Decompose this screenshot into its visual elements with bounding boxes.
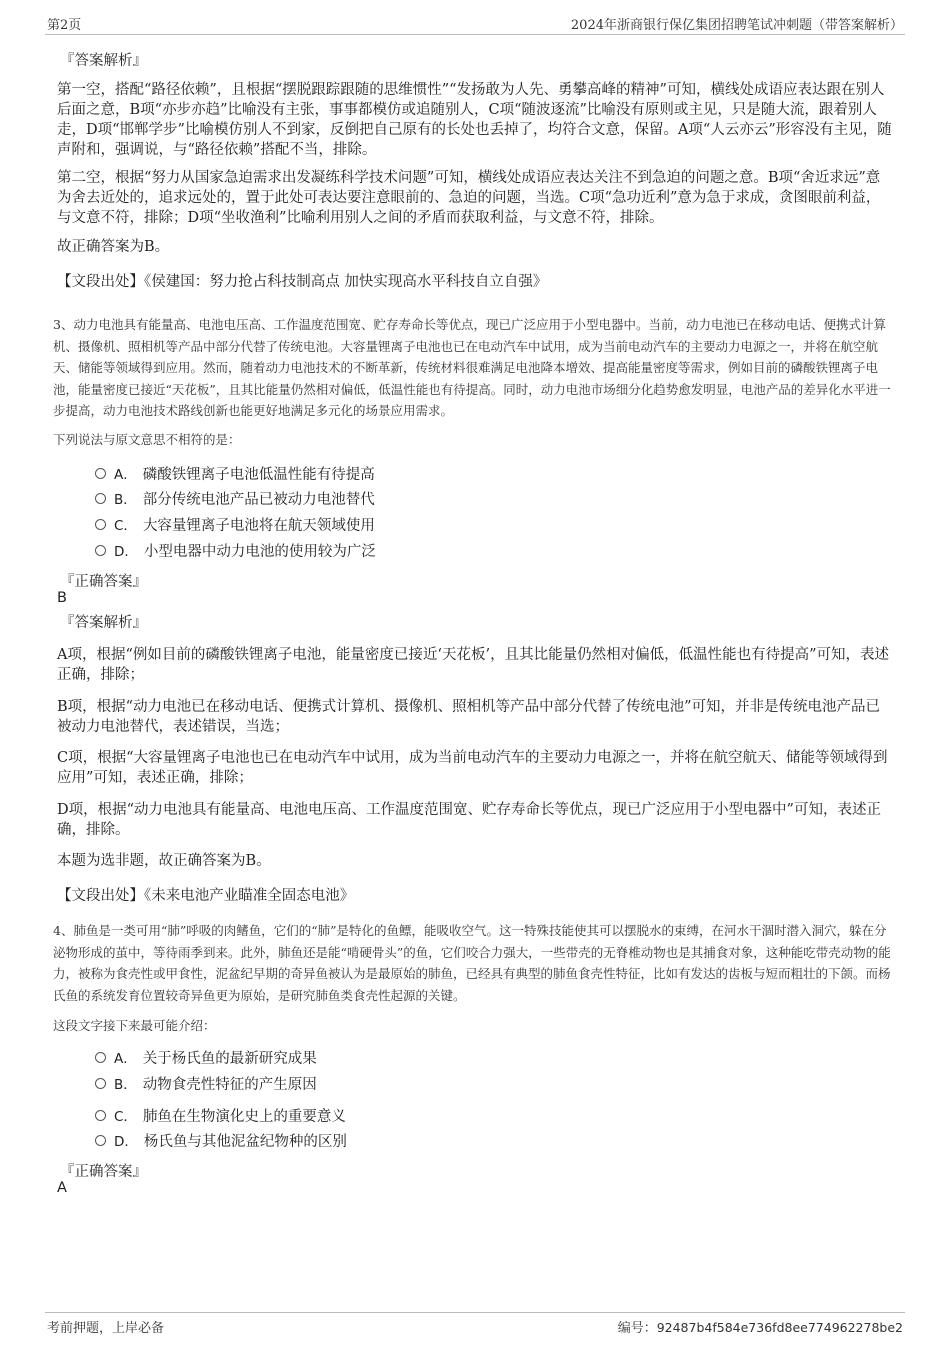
q3-analysis-label: 『答案解析』	[60, 615, 147, 631]
q3-source: 【文段出处】《未来电池产业瞄准全固态电池》	[57, 888, 355, 904]
footer-code-label: 编号：	[617, 1321, 657, 1336]
q3-analysis-d: D项，根据“动力电池具有能量高、电池电压高、工作温度范围宽、贮存寿命长等优点，现已广泛应用于小型电器中”可知，表述正确，排除。	[57, 802, 881, 838]
q3-prompt: 下列说法与原文意思不相符的是：	[53, 432, 241, 447]
radio-icon[interactable]	[95, 1078, 106, 1089]
q3-correct-answer: B	[57, 590, 67, 606]
q3-conclusion: 本题为选非题，故正确答案为B。	[57, 853, 271, 869]
q3-analysis-b: B项，根据“动力电池已在移动电话、便携式计算机、摄像机、照相机等产品中部分代替了传统电池”可知，并非是传统电池产品已被动力电池替代，表述错误，当选；	[57, 699, 880, 735]
q3-correct-label: 『正确答案』	[60, 574, 147, 590]
radio-icon[interactable]	[95, 1052, 106, 1063]
q2-source: 【文段出处】《侯建国：努力抢占科技制高点 加快实现高水平科技自立自强》	[57, 274, 548, 290]
q4-option-c[interactable]: C． 肺鱼在生物演化史上的重要意义	[95, 1107, 346, 1127]
q3-option-b[interactable]: B． 部分传统电池产品已被动力电池替代	[95, 490, 375, 510]
q2-analysis-label: 『答案解析』	[60, 53, 147, 69]
radio-icon[interactable]	[95, 468, 106, 479]
q2-conclusion: 故正确答案为B。	[57, 239, 170, 255]
q3-passage: 3、动力电池具有能量高、电池电压高、工作温度范围宽、贮存寿命长等优点，现已广泛应用于小型电器中。当前，动力电池已在移动电话、便携式计算机、摄像机、照相机等产品中部分代替了传统电池。大容量锂离子电池也已在电动汽车中试用，成为当前电动汽车的主要动力电源之一，并将在航空航天、储能等领域得到应用。然而，随着动力电池技术的不断革新，传统材料很难满足电池降本增效、提高能量密度等需求，例如目前的磷酸铁锂离子电池，能量密度已接近“天花板”，且其比能量仍然相对偏低，低温性能也有待提高。同时，动力电池市场细分化趋势愈发明显，电池产品的差异化水平进一步提高，动力电池技术路线创新也能更好地满足多元化的场景应用需求。	[53, 317, 891, 418]
q3-option-c[interactable]: C． 大容量锂离子电池将在航天领域使用	[95, 516, 375, 536]
footer-code-wrap	[618, 1317, 903, 1336]
q3-analysis-c: C项，根据“大容量锂离子电池也已在电动汽车中试用，成为当前电动汽车的主要动力电源之一，并将在航空航天、储能等领域得到应用”可知，表述正确，排除；	[57, 750, 888, 786]
radio-icon[interactable]	[95, 1135, 106, 1146]
q4-option-d[interactable]: D． 杨氏鱼与其他泥盆纪物种的区别	[95, 1132, 347, 1152]
page-header	[45, 12, 905, 35]
q4-prompt: 这段文字接下来最可能介绍：	[53, 1018, 216, 1033]
q4-passage: 4、肺鱼是一类可用“肺”呼吸的肉鳍鱼，它们的“肺”是特化的鱼鳔，能吸收空气。这一特殊技能使其可以摆脱水的束缚，在河水干涸时潜入洞穴，躲在分泌物形成的茧中，等待雨季到来。此外，肺鱼还是能“啃硬骨头”的鱼，它们咬合力强大，一些带壳的无脊椎动物也是其捕食对象，这种能吃带壳动物的能力，被称为食壳性或甲食性，泥盆纪早期的奇异鱼被认为是最原始的肺鱼，已经具有典型的肺鱼食壳性特征，比如有发达的齿板与短而粗壮的下颌。而杨氏鱼的系统发育位置较奇异鱼更为原始，是研究肺鱼类食壳性起源的关键。	[53, 923, 891, 1003]
q4-option-a[interactable]: A． 关于杨氏鱼的最新研究成果	[95, 1049, 317, 1069]
footer-code: 92487b4f584e736fd8ee774962278be2	[656, 1320, 903, 1335]
radio-icon[interactable]	[95, 1110, 106, 1121]
q3-option-d[interactable]: D． 小型电器中动力电池的使用较为广泛	[95, 542, 376, 562]
q4-correct-label: 『正确答案』	[60, 1164, 147, 1180]
document-title: 2024年浙商银行保亿集团招聘笔试冲刺题（带答案解析）	[570, 18, 903, 33]
radio-icon[interactable]	[95, 519, 106, 530]
q4-correct-answer: A	[57, 1180, 67, 1196]
q2-analysis-para2: 第二空，根据“努力从国家急迫需求出发凝练科学技术问题”可知，横线处成语应表达关注不到急迫的问题之意。B项“舍近求远”意为舍去近处的，追求远处的，置于此处可表达要注意眼前的、急迫的问题，当选。C项“急功近利”意为急于求成，贪图眼前利益，与文意不符，排除；D项“坐收渔利”比喻利用别人之间的矛盾而获取利益，与文意不符，排除。	[57, 170, 881, 226]
q3-option-a[interactable]: A． 磷酸铁锂离子电池低温性能有待提高	[95, 465, 375, 485]
radio-icon[interactable]	[95, 545, 106, 556]
q3-analysis-a: A项，根据“例如目前的磷酸铁锂离子电池，能量密度已接近‘天花板’，且其比能量仍然相对偏低，低温性能也有待提高”可知，表述正确，排除；	[57, 647, 890, 683]
radio-icon[interactable]	[95, 493, 106, 504]
page-number: 第2页	[47, 18, 82, 33]
q2-analysis-para1: 第一空，搭配“路径依赖”，且根据“摆脱跟踪跟随的思维惯性”“发扬敢为人先、勇攀高峰的精神”可知，横线处成语应表达跟在别人后面之意，B项“亦步亦趋”比喻没有主张，事事都模仿或追随别人，C项“随波逐流”比喻没有原则或主见，只是随大流，跟着别人走，D项“邯郸学步”比喻模仿别人不到家，反倒把自己原有的长处也丢掉了，均符合文意，保留。A项“人云亦云”形容没有主见，随声附和，强调说，与“路径依赖”搭配不当，排除。	[57, 82, 892, 158]
q4-option-b[interactable]: B． 动物食壳性特征的产生原因	[95, 1075, 317, 1095]
footer-slogan: 考前押题，上岸必备	[47, 1321, 165, 1336]
page-footer	[45, 1312, 905, 1335]
